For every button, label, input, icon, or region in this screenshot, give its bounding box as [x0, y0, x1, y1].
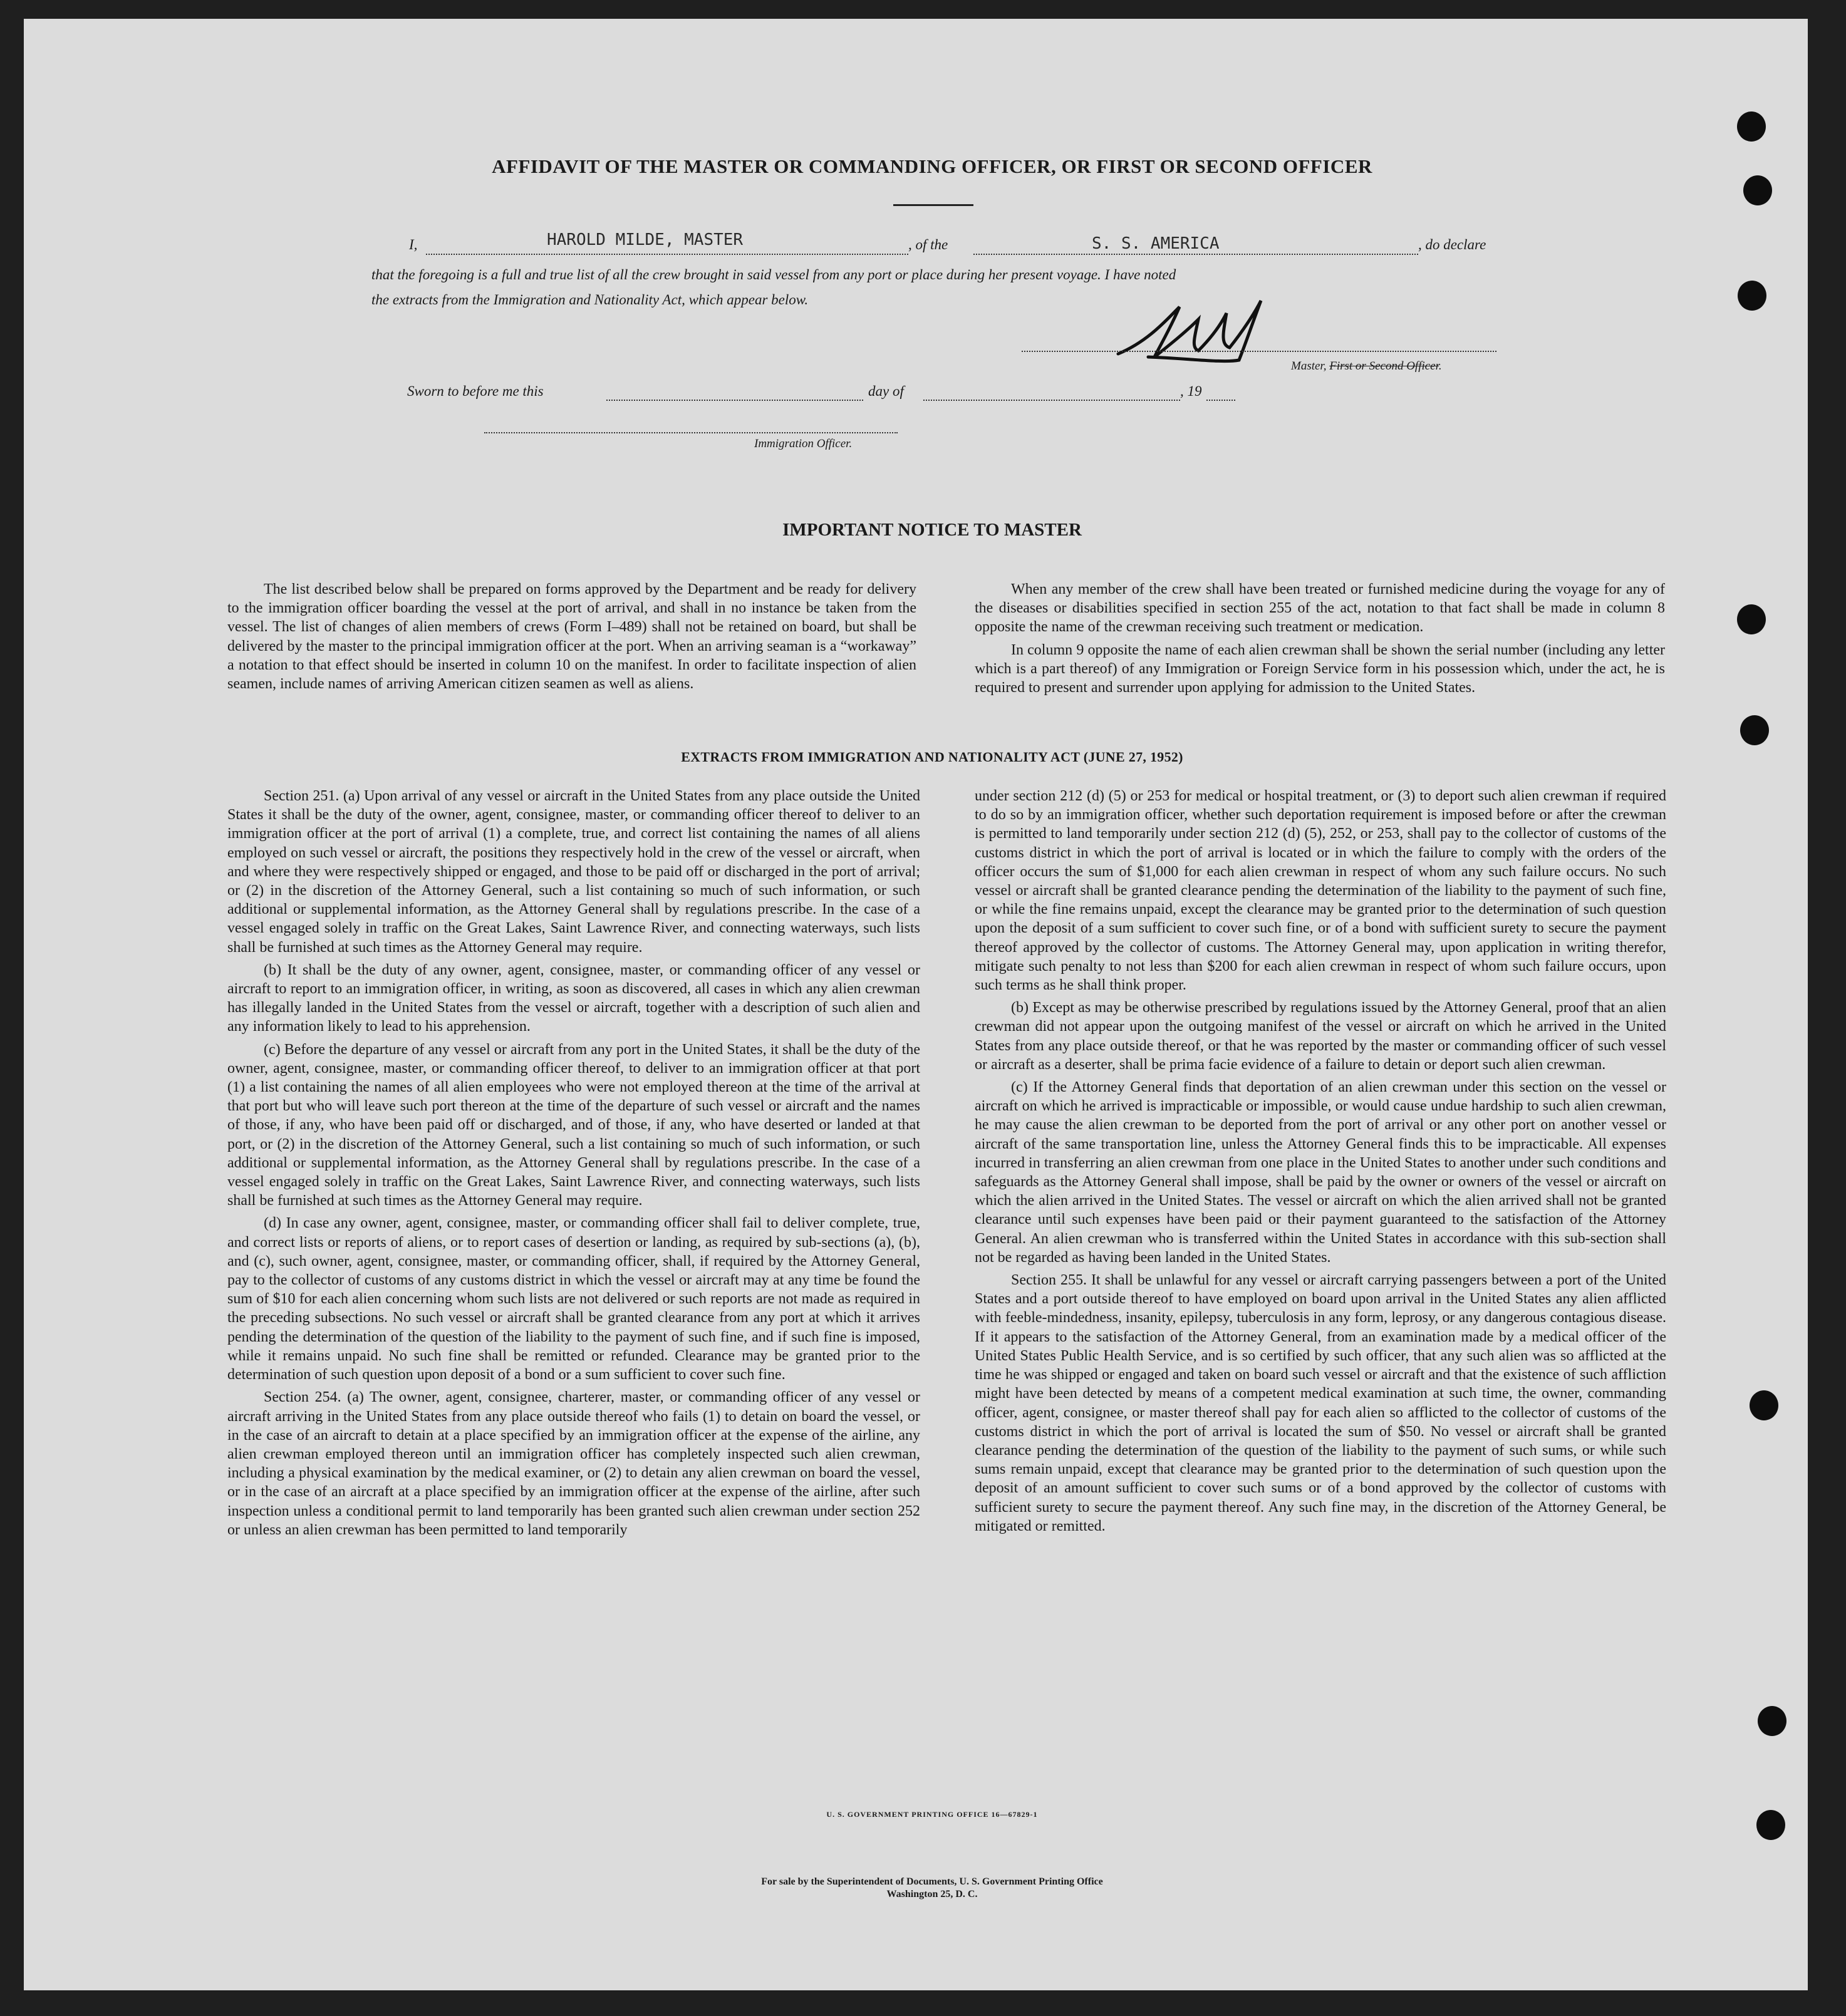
- extracts-right-column: [975, 787, 1666, 1539]
- section-254-a-continued: under section 212 (d) (5) or 253 for medical or hospital treatment, or (3) to deport such alien crewman if required to do so by an immigration officer, whether such deportation requirement is imposed before or after the crewman is permitted to land temporarily under section 212 (d) (5), 252, or 253, shall pay to the collector of customs of the customs district in which the port of arrival is located or in which the failure to comply with the orders of the officer occurs the sum of $1,000 for each alien crewman in respect of whom any such failure occurs. No such vessel or aircraft shall be granted clearance pending the determination of the liability to the payment of such fine, or while the fine remains unpaid, except the clearance may be granted prior to the determination of such question upon the deposit of a sum sufficient to cover such fine, or of a bond with sufficient surety to secure the payment thereof approved by the collector of customs. The Attorney General may, upon application in writing therefor, mitigate such penalty to not less than $200 for each alien crewman in respect of whom such failure occurs, upon such terms as he shall think proper.: [975, 788, 1666, 994]
- statement-line-2: the extracts from the Immigration and Nationality Act, which appear below.: [371, 292, 809, 308]
- sale-line-2: Washington 25, D. C.: [886, 1889, 978, 1900]
- section-251-b: (b) It shall be the duty of any owner, agent, consignee, master, or commanding officer of any vessel or aircraft to report to an immigration officer, in writing, as soon as discovered, all cases in which any alien crewman has illegally landed in the United States from the vessel or aircraft, together with a description of such alien and any information likely to lead to his apprehension.: [227, 961, 920, 1035]
- printing-office-line: U. S. GOVERNMENT PRINTING OFFICE 16—67829-1: [826, 1810, 1038, 1819]
- year-label: , 19: [1180, 383, 1202, 399]
- binder-hole: [1750, 1390, 1778, 1420]
- section-255: Section 255. It shall be unlawful for any vessel or aircraft carrying passengers between a port of the United States and a port outside thereof to have employed on board upon arrival in the United States any alien afflicted with feeble-mindedness, insanity, epilepsy, tuberculosis in any form, leprosy, or any dangerous contagious disease. If it appears to the satisfaction of the Attorney General, from an examination made by a medical officer of the United States Public Health Service, and is so certified by such officer, that any such alien was so afflicted at the time he was shipped or engaged and taken on board such vessel or aircraft and that the existence of such affliction might have been detected by means of a competent medical examination at such time, the owner, commanding officer, agent, consignee, or master thereof shall pay for each alien so afflicted to the collector of customs of the customs district in which the port of arrival is located the sum of $50. No vessel or aircraft shall be granted clearance pending the determination of the question of the liability to the payment of such sums, or while such sums remain unpaid, except that clearance may be granted prior to the determination of such question upon the deposit of an amount sufficient to cover such sums or of a bond approved by the collector of customs with sufficient surety to secure the payment thereof. Any such fine may, in the discretion of the Attorney General, be mitigated or remitted.: [975, 1272, 1666, 1534]
- title-rule: [893, 204, 973, 206]
- immigration-officer-line[interactable]: [484, 417, 898, 433]
- sale-line-1: For sale by the Superintendent of Documents, U. S. Government Printing Office: [761, 1876, 1103, 1887]
- section-251-c: (c) Before the departure of any vessel or aircraft from any port in the United States, it shall be the duty of the owner, agent, consignee, master, or commanding officer thereof, to deliver to an immigration officer at that port (1) a list containing the names of all alien employees who were not employed thereon at the time of the arrival at that port but who will leave such port thereon at the time of the departure of such vessel or aircraft and the names of those, if any, who have been paid off or discharged, and of those, if any, who have deserted or landed at that port, or (2) in the discretion of the Attorney General, such a list containing so much of such information, or such additional or supplemental information, as the Attorney General shall by regulations prescribe. In the case of a vessel engaged solely in traffic on the Great Lakes, Saint Lawrence River, and connecting waterways, such lists shall be furnished at such times as the Attorney General may require.: [227, 1041, 920, 1209]
- document-page: [24, 19, 1808, 1990]
- caption-suffix: .: [1438, 359, 1442, 373]
- notice-left-column: [227, 580, 916, 697]
- immigration-officer-caption: Immigration Officer.: [754, 437, 853, 450]
- sworn-label: Sworn to before me this: [407, 383, 544, 399]
- i-label: I,: [409, 237, 418, 252]
- binder-hole: [1737, 111, 1766, 142]
- extracts-heading: EXTRACTS FROM IMMIGRATION AND NATIONALITY ACT (JUNE 27, 1952): [681, 749, 1183, 765]
- notice-right-paragraph-1: When any member of the crew shall have been treated or furnished medicine during the voyage for any of the diseases or disabilities specified in section 255 of the act, notation to that fact shall be made in column 8 opposite the name of the crewman receiving such treatment or medication.: [975, 581, 1665, 636]
- name-value: HAROLD MILDE, MASTER: [547, 230, 744, 249]
- signature-caption: [1291, 359, 1442, 373]
- sworn-day-field[interactable]: [606, 381, 863, 401]
- caption-struck: First or Second Officer: [1329, 359, 1439, 373]
- vessel-value: S. S. AMERICA: [1092, 234, 1220, 253]
- notice-left-paragraph: The list described below shall be prepared on forms approved by the Department and be ready for delivery to the immigration officer boarding the vessel at the port of arrival, and shall in no instance be taken from the vessel. The list of changes of alien members of crews (Form I–489) shall not be retained on board, but shall be delivered by the master to the principal immigration officer at the port. When an arriving seaman is a “workaway” a notation to that effect should be inserted in column 10 on the manifest. In order to facilitate inspection of alien seamen, include names of arriving American citizen seamen as well as aliens.: [227, 581, 916, 693]
- section-251-a: Section 251. (a) Upon arrival of any vessel or aircraft in the United States from any place outside the United States it shall be the duty of the owner, agent, consignee, master, or commanding officer thereof to deliver to an immigration officer at the port of arrival (1) a complete, true, and correct list containing the names of all aliens employed on such vessel or aircraft, the positions they respectively hold in the crew of the vessel or aircraft, when and where they were respectively shipped or engaged, and those to be paid off or discharged in the port of arrival; or (2) in the discretion of the Attorney General, such a list containing so much of such information, or such additional or supplemental information, as the Attorney General shall by regulations prescribe. In the case of a vessel engaged solely in traffic on the Great Lakes, Saint Lawrence River, and connecting waterways, such lists shall be furnished at such times as the Attorney General may require.: [227, 788, 920, 956]
- section-251-d: (d) In case any owner, agent, consignee, master, or commanding officer shall fail to deliver complete, true, and correct lists or reports of aliens, or to report cases of desertion or landing, as required by sub-sections (a), (b), and (c), such owner, agent, consignee, master, or commanding officer, shall, if required by the Attorney General, pay to the collector of customs of any customs district in which the vessel or aircraft may at any time be found the sum of $10 for each alien concerning whom such lists are not delivered or such reports are not made as required in the preceding subsections. No such vessel or aircraft shall be granted clearance from any port at which it arrives pending the determination of the question of the liability to the payment of such fine, and if such fine is imposed, while it remains unpaid. No such fine shall be remitted or refunded. Clearance may be granted prior to the determination of such question upon deposit of a bond or a sum sufficient to cover such fine.: [227, 1215, 920, 1383]
- master-signature: [1111, 294, 1273, 370]
- section-254-c: (c) If the Attorney General finds that deportation of an alien crewman under this section on the vessel or aircraft on which he arrived is impracticable or impossible, or would cause undue hardship to such alien crewman, he may cause the alien crewman to be deported from the port of arrival or any other port on another vessel or aircraft of the same transportation line, unless the Attorney General finds this to be impracticable. All expenses incurred in transferring an alien crewman from one place in the United States to another under such conditions and safeguards as the Attorney General shall impose, shall be paid by the owner or owners of the vessel or aircraft on which the alien arrived in the United States. The vessel or aircraft on which the alien arrived shall not be granted clearance until such expenses have been paid or their payment guaranteed to the satisfaction of the Attorney General. An alien crewman who is transferred within the United States in accordance with this sub-section shall not be regarded as having been landed in the United States.: [975, 1079, 1666, 1266]
- binder-hole: [1737, 604, 1766, 634]
- notice-heading: IMPORTANT NOTICE TO MASTER: [782, 520, 1082, 540]
- binder-hole: [1738, 281, 1766, 311]
- sworn-month-field[interactable]: [923, 381, 1180, 401]
- caption-master: Master,: [1291, 359, 1330, 373]
- section-254-a: Section 254. (a) The owner, agent, consignee, charterer, master, or commanding officer of any vessel or aircraft arriving in the United States from any place outside thereof who fails (1) to detain on board the vessel, or in the case of an aircraft to detain at a place specified by an immigration officer at the expense of the airline, any alien crewman employed thereon until an immigration officer has completely inspected such alien crewman, including a physical examination by the medical examiner, or (2) to detain any alien crewman on board the vessel, or in the case of an aircraft at a place specified by an immigration officer at the expense of the airline, after such inspection unless a conditional permit to land temporarily has been granted such alien crewman under section 252 or unless an alien crewman has been permitted to land temporarily: [227, 1389, 920, 1538]
- binder-hole: [1758, 1706, 1786, 1736]
- signature-line[interactable]: [1022, 338, 1496, 352]
- notice-right-column: [975, 580, 1665, 701]
- section-254-b: (b) Except as may be otherwise prescribed by regulations issued by the Attorney General, proof that an alien crewman did not appear upon the outgoing manifest of the vessel or aircraft on which he arrived in the United States from any place outside thereof, or that he was reported by the master or commanding officer of such vessel or aircraft as a deserter, shall be prima facie evidence of a failure to detain or deport such alien crewman.: [975, 1000, 1666, 1073]
- binder-hole: [1743, 175, 1772, 205]
- extracts-left-column: [227, 787, 920, 1543]
- do-declare-label: , do declare: [1418, 237, 1486, 252]
- binder-hole: [1756, 1810, 1785, 1840]
- sale-notice: [212, 1876, 1652, 1901]
- affidavit-title: AFFIDAVIT OF THE MASTER OR COMMANDING OFFICER, OR FIRST OR SECOND OFFICER: [492, 155, 1372, 177]
- binder-hole: [1740, 715, 1769, 745]
- sworn-year-field[interactable]: [1206, 381, 1235, 401]
- statement-line-1: that the foregoing is a full and true list of all the crew brought in said vessel from any port or place during her present voyage. I have noted: [371, 267, 1176, 282]
- of-the-label: , of the: [908, 237, 948, 252]
- day-of-label: day of: [868, 383, 904, 399]
- notice-right-paragraph-2: In column 9 opposite the name of each alien crewman shall be shown the serial number (including any letter which is a part thereof) of any Immigration or Foreign Service form in his possession which, under the act, he is required to present and surrender upon applying for admission to the United States.: [975, 641, 1665, 696]
